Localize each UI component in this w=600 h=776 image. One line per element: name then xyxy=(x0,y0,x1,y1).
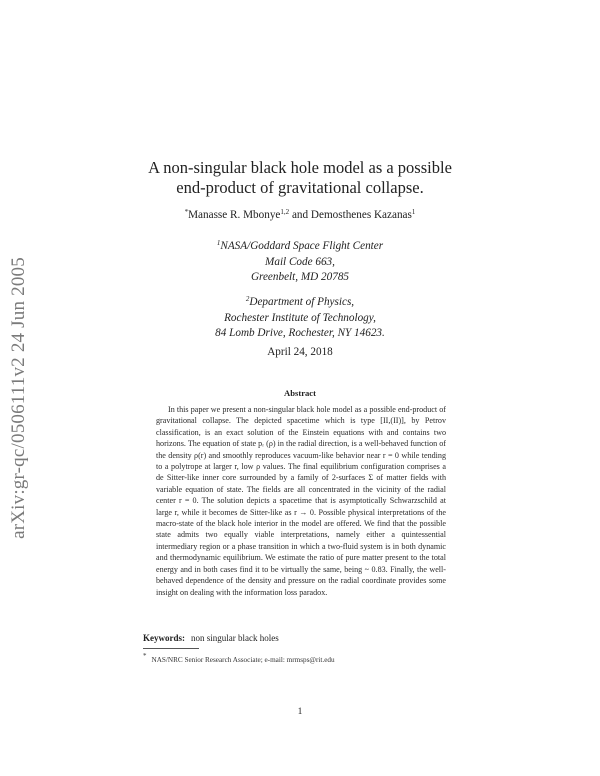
affiliation-1-line-2: Mail Code 663, xyxy=(265,255,335,268)
arxiv-identifier-stamp xyxy=(6,208,32,588)
affiliation-1-text-1: NASA/Goddard Space Flight Center xyxy=(220,240,384,252)
affiliation-2-number: 2 xyxy=(245,295,250,303)
keywords-value: non singular black holes xyxy=(191,633,279,643)
author-list xyxy=(90,208,510,221)
paper-date: April 24, 2018 xyxy=(267,346,333,358)
author-conjunction: and xyxy=(289,209,311,221)
footnote xyxy=(143,652,483,664)
affiliation-2-text-1: Department of Physics, xyxy=(249,296,355,308)
footnote-text: NAS/NRC Senior Research Associate; e-mail: mrmsps@rit.edu xyxy=(151,656,335,664)
keywords-label: Keywords: xyxy=(143,633,185,643)
keywords-line xyxy=(143,633,483,643)
author-1-affiliation-mark: 1,2 xyxy=(280,208,290,216)
arxiv-identifier: arXiv:gr-qc/0506111v2 24 Jun 2005 xyxy=(8,257,30,539)
title-line-1: A non-singular black hole model as a possible xyxy=(148,158,452,177)
affiliation-1-line-1 xyxy=(90,236,510,255)
author1-footnote-mark: * xyxy=(184,208,189,216)
abstract-heading: Abstract xyxy=(284,388,316,398)
page-number: 1 xyxy=(297,707,303,717)
affiliation-2-line-1 xyxy=(90,292,510,311)
author-1-name: Manasse R. Mbonye xyxy=(188,209,281,221)
abstract-body xyxy=(156,404,446,598)
footnote-divider xyxy=(143,648,199,649)
abstract-text: In this paper we present a non-singular black hole model as a possible end-product of gravitational collapse. The depicted spacetime which is type [II,(II)], by Petrov classification, is an exact solution of the Einstein equations with and contains two horizons. The equation of state pᵣ (ρ) in the radial direction, is a well-behaved function of the density ρ(r) and smoothly reproduces vacuum-like behavior near r = 0 while tending to a polytrope at larger r, low ρ values. The final equilibrium configuration comprises a de Sitter-like inner core surrounded by a family of 2-surfaces Σ of matter fields with variable equation of state. The fields are all concentrated in the vicinity of the radial center r = 0. The solution depicts a spacetime that is asymptotically Schwarzschild at large r, while it becomes de Sitter-like as r → 0. Possible physical interpretations of the macro-state of the black hole interior in the model are offered. We find that the possible state admits two equally viable interpretations, namely either a quintessential intermediary region or a phase transition in which a two-fluid system is in both dynamic and thermodynamic equilibrium. We estimate the ratio of pure matter present to the total energy and in both cases find it to be virtually the same, being ~ 0.83. Finally, the well-behaved dependence of the density and pressure on the radial coordinate provides some insight on dealing with the information loss paradox. xyxy=(156,405,446,597)
title-line-2: end-product of gravitational collapse. xyxy=(176,178,424,197)
author-2-name: Demosthenes Kazanas xyxy=(310,209,412,221)
affiliation-2-line-2: Rochester Institute of Technology, xyxy=(224,311,376,324)
affiliation-1 xyxy=(90,236,510,286)
author-2-affiliation-mark: 1 xyxy=(411,208,416,216)
affiliation-2-line-3: 84 Lomb Drive, Rochester, NY 14623. xyxy=(215,327,385,339)
affiliation-1-line-3: Greenbelt, MD 20785 xyxy=(250,271,350,283)
paper-title xyxy=(90,158,510,198)
affiliation-2 xyxy=(90,292,510,342)
affiliation-1-number: 1 xyxy=(216,239,221,247)
footnote-mark: * xyxy=(143,652,147,660)
